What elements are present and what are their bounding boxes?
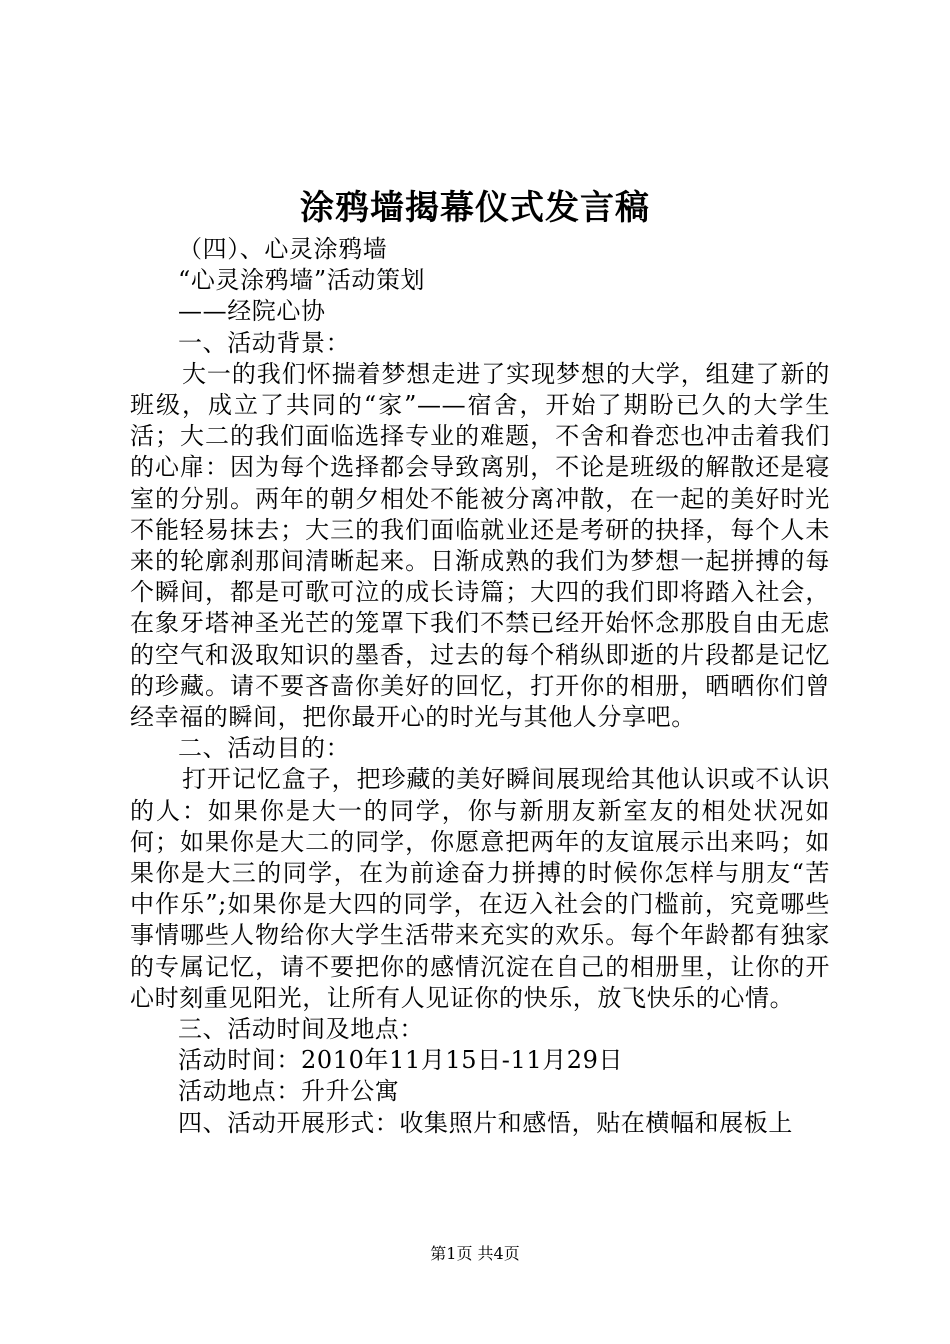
- activity-place-line: 活动地点：升升公寓: [178, 1077, 400, 1106]
- page-footer: 第1页 共4页: [430, 1244, 520, 1263]
- heading-background: 一、活动背景：: [178, 328, 351, 357]
- background-paragraph: 大一的我们怀揣着梦想走进了实现梦想的大学，组建了新的班级，成立了共同的“家”——宿舍，开始了期盼已久的大学生活；大二的我们面临选择专业的难题，不舍和眷恋也冲击着我们的心扉：因为每个选择都会导致离别，不论是班级的解散还是寝室的分别。两年的朝夕相处不能被分离冲散，在一起的美好时光不能轻易抹去；大三的我们面临就业还是考研的抉择，每个人未来的轮廓刹那间清晰起来。日渐成熟的我们为梦想一起拼搏的每个瞬间，都是可歌可泣的成长诗篇；大四的我们即将踏入社会，在象牙塔神圣光芒的笼罩下我们不禁已经开始怀念那股自由无虑的空气和汲取知识的墨香，过去的每个稍纵即逝的片段都是记忆的珍藏。请不要吝啬你美好的回忆，打开你的相册，晒晒你们曾经幸福的瞬间，把你最开心的时光与其他人分享吧。: [130, 359, 830, 732]
- plan-title-line: “心灵涂鸦墙”活动策划: [178, 266, 426, 295]
- purpose-paragraph: 打开记忆盒子，把珍藏的美好瞬间展现给其他认识或不认识的人：如果你是大一的同学，你与新朋友新室友的相处状况如何；如果你是大二的同学，你愿意把两年的友谊展示出来吗；如果你是大三的同学，在为前途奋力拼搏的时候你怎样与朋友“苦中作乐”;如果你是大四的同学，在迈入社会的门槛前，究竟哪些事情哪些人物给你大学生活带来充实的欢乐。每个年龄都有独家的专属记忆，请不要把你的感情沉淀在自己的相册里，让你的开心时刻重见阳光，让所有人见证你的快乐，放飞快乐的心情。: [130, 765, 830, 1012]
- organizer-line: ——经院心协: [178, 297, 326, 326]
- heading-format: 四、活动开展形式：收集照片和感悟，贴在横幅和展板上: [178, 1108, 793, 1137]
- section-four-line: （四）、心灵涂鸦墙: [178, 235, 388, 263]
- activity-time-line: 活动时间：2010年11月15日-11月29日: [178, 1046, 624, 1075]
- document-title: 涂鸦墙揭幕仪式发言稿: [300, 188, 650, 228]
- heading-time-place: 三、活动时间及地点：: [178, 1015, 424, 1044]
- document-body: [130, 234, 830, 1139]
- heading-purpose: 二、活动目的：: [178, 734, 351, 763]
